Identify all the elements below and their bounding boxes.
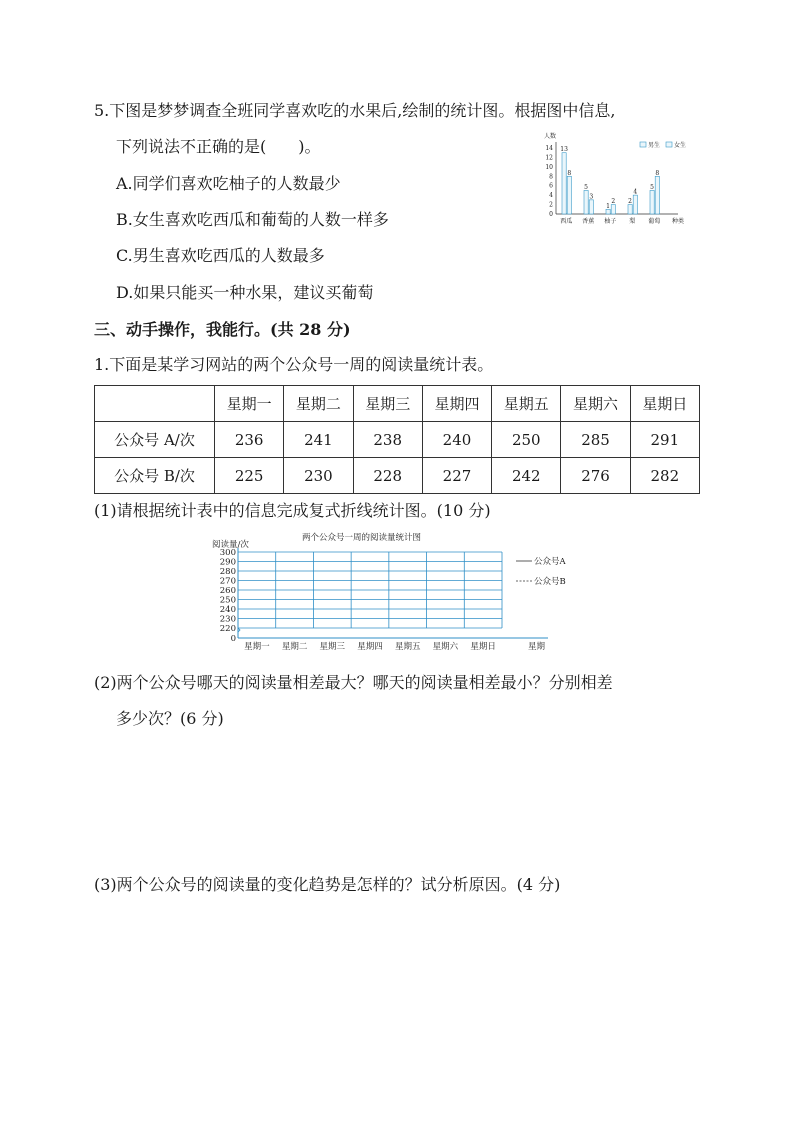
bar [584, 190, 588, 214]
y-tick-label: 6 [549, 182, 553, 190]
y-tick-label: 12 [545, 154, 553, 162]
subquestion-3: (3)两个公众号的阅读量的变化趋势是怎样的？试分析原因。(4 分) [94, 875, 561, 894]
y-tick-label: 220 [219, 624, 236, 634]
y-tick-label: 10 [545, 163, 553, 171]
bar [633, 195, 637, 214]
bar [567, 176, 571, 214]
bar-value-label: 1 [606, 202, 611, 210]
y-tick-label: 290 [219, 557, 236, 568]
table-cell: 230 [284, 458, 353, 494]
bar [606, 209, 610, 214]
table-cell: 291 [630, 422, 699, 458]
table-header-cell: 星期六 [561, 386, 630, 422]
section-3-heading: 三、动手操作，我能行。(共 28 分) [94, 320, 351, 339]
table-cell: 242 [492, 458, 561, 494]
table-row-label: 公众号 A/次 [95, 422, 215, 458]
bar-value-label: 13 [560, 146, 568, 154]
table-cell: 238 [353, 422, 422, 458]
table-header-cell: 星期二 [284, 386, 353, 422]
table-cell: 276 [561, 458, 630, 494]
subquestion-2-line1: (2)两个公众号哪天的阅读量相差最大？哪天的阅读量相差最小？分别相差 [94, 673, 613, 692]
table-cell: 225 [215, 458, 284, 494]
legend-label: 公众号B [534, 577, 566, 587]
bar [655, 176, 659, 214]
legend-swatch [640, 142, 646, 147]
y-tick-label: 2 [549, 201, 553, 209]
table-row-label: 公众号 B/次 [95, 458, 215, 494]
x-tick-label: 星期三 [319, 642, 346, 652]
question-5-line1: 5.下图是梦梦调查全班同学喜欢吃的水果后,绘制的统计图。根据图中信息, [94, 101, 616, 120]
reading-table [94, 385, 700, 494]
table-header-cell: 星期五 [492, 386, 561, 422]
bar [650, 190, 654, 214]
table-cell: 240 [422, 422, 491, 458]
x-tick-label: 西瓜 [560, 218, 573, 225]
y-tick-label: 270 [219, 576, 236, 587]
table-cell: 250 [492, 422, 561, 458]
bar [628, 205, 632, 214]
bar-value-label: 8 [567, 169, 572, 177]
x-tick-label: 香蕉 [582, 218, 595, 225]
question-1: 1.下面是某学习网站的两个公众号一周的阅读量统计表。 [94, 355, 494, 374]
bar [589, 200, 593, 214]
y-tick-label: 280 [219, 567, 236, 577]
x-tick-label: 星期六 [432, 642, 459, 652]
bar-value-label: 5 [650, 183, 655, 191]
y-tick-label: 0 [230, 634, 236, 644]
table-cell: 241 [284, 422, 353, 458]
table-cell: 227 [422, 458, 491, 494]
legend-label: 公众号A [534, 557, 566, 567]
table-header-cell: 星期三 [353, 386, 422, 422]
legend-label: 男生 [648, 142, 661, 149]
x-tick-label: 星期一 [244, 642, 270, 652]
bar-value-label: 4 [633, 188, 638, 196]
y-tick-label: 0 [549, 211, 553, 218]
question-5-line2: 下列说法不正确的是( )。 [116, 137, 321, 156]
bar [562, 153, 566, 214]
table-header-cell: 星期日 [630, 386, 699, 422]
y-tick-label: 230 [219, 614, 236, 625]
y-tick-label: 300 [219, 548, 236, 558]
table-cell: 228 [353, 458, 422, 494]
subquestion-1: (1)请根据统计表中的信息完成复式折线统计图。(10 分) [94, 501, 491, 520]
option-a: A.同学们喜欢吃柚子的人数最少 [116, 174, 341, 193]
y-tick-label: 14 [545, 145, 553, 152]
x-tick-label: 星期四 [357, 642, 383, 652]
y-tick-label: 240 [219, 605, 236, 615]
x-tick-label: 星期日 [470, 642, 496, 652]
table-header-cell: 星期四 [422, 386, 491, 422]
bar-value-label: 3 [589, 193, 594, 201]
x-tick-label: 柚子 [604, 218, 617, 225]
y-tick-label: 260 [219, 586, 236, 596]
bar-value-label: 8 [655, 169, 660, 177]
option-d: D.如果只能买一种水果，建议买葡萄 [116, 283, 374, 302]
table-header-cell: 星期一 [215, 386, 284, 422]
table-cell: 282 [630, 458, 699, 494]
table-row [95, 458, 700, 494]
x-tick-label: 梨 [629, 218, 636, 225]
x-tick-label: 星期二 [281, 642, 308, 652]
y-axis-label: 阅读量/次 [212, 540, 249, 550]
x-axis-label: 星期 [528, 642, 546, 652]
chart-title: 两个公众号一周的阅读量统计图 [302, 533, 422, 543]
bar-value-label: 2 [628, 198, 633, 206]
y-tick-label: 250 [219, 595, 236, 606]
table-cell: 236 [215, 422, 284, 458]
table-header-row [95, 386, 700, 422]
x-axis-label: 种类 [672, 218, 685, 225]
x-tick-label: 葡萄 [648, 218, 661, 225]
y-axis-label: 人数 [544, 133, 557, 140]
y-tick-label: 4 [549, 192, 553, 200]
x-tick-label: 星期五 [394, 642, 421, 652]
table-row [95, 422, 700, 458]
bar [611, 205, 615, 214]
bar-value-label: 2 [611, 198, 616, 206]
legend-swatch [666, 142, 672, 147]
option-c: C.男生喜欢吃西瓜的人数最多 [116, 246, 325, 265]
fruit-bar-chart [540, 126, 700, 232]
subquestion-2-line2: 多少次？(6 分) [116, 709, 224, 728]
reading-line-chart [212, 528, 592, 652]
option-b: B.女生喜欢吃西瓜和葡萄的人数一样多 [116, 210, 389, 229]
y-tick-label: 8 [549, 173, 553, 181]
bar-value-label: 5 [584, 183, 589, 191]
legend-label: 女生 [674, 142, 687, 149]
table-corner-cell [95, 386, 215, 422]
table-cell: 285 [561, 422, 630, 458]
